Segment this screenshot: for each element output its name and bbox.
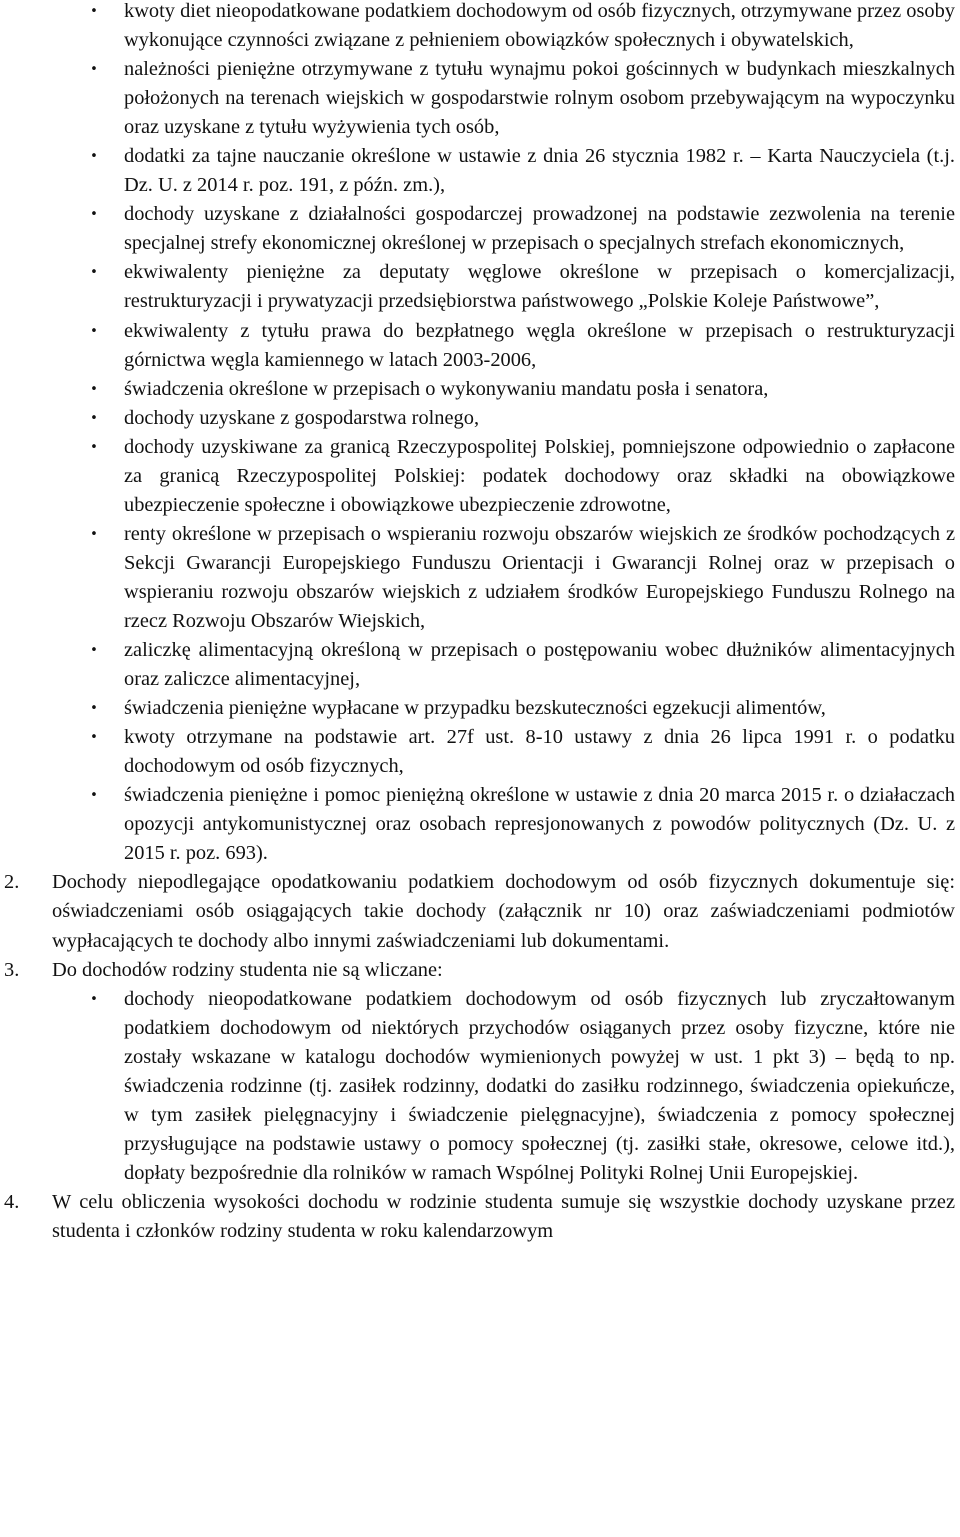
bullet-icon: • — [90, 991, 98, 1007]
bullet-icon: • — [90, 730, 98, 746]
list-item-text: dochody uzyskane z gospodarstwa rolnego, — [124, 406, 480, 429]
list-item-text: kwoty diet nieopodatkowane podatkiem dochodowym od osób fizycznych, otrzymywane przez osoby wykonujące czynności związane z pełnieniem obowiązków społecznych i obywatelskich, — [124, 0, 955, 52]
list-item — [90, 781, 955, 868]
point-text: W celu obliczenia wysokości dochodu w rodzinie studenta sumuje się wszystkie dochody uzyskane przez studenta i członków rodziny studenta w roku kalendarzowym — [52, 1190, 955, 1242]
list-item — [90, 142, 955, 200]
list-item — [90, 200, 955, 258]
list-item-text: należności pieniężne otrzymywane z tytułu wynajmu pokoi gościnnych w budynkach mieszkalnych położonych na terenach wiejskich w gospodarstwie rolnym osobom przebywającym na wypoczynku oraz uzyskane z tytułu wyżywienia tych osób, — [124, 58, 955, 139]
bullet-icon: • — [90, 4, 98, 19]
bullet-icon: • — [90, 265, 98, 281]
list-item — [90, 985, 955, 1188]
bullet-icon: • — [90, 643, 98, 659]
bullet-icon: • — [90, 410, 98, 426]
list-item-text: dodatki za tajne nauczanie określone w ustawie z dnia 26 stycznia 1982 r. – Karta Nauczyciela (t.j. Dz. U. z 2014 r. poz. 191, z późn. zm.), — [124, 145, 955, 197]
bullet-icon: • — [90, 701, 98, 717]
list-item-text: renty określone w przepisach o wspieraniu rozwoju obszarów wiejskich ze środków pochodzących z Sekcji Gwarancji Europejskiego Funduszu Orientacji i Gwarancji Rolnej oraz w przepisach o wspieraniu rozwoju obszarów wiejskich z udziałem środków Europejskiego Funduszu Rolnego na rzecz Rozwoju Obszarów Wiejskich, — [124, 522, 955, 632]
list-item — [90, 404, 955, 433]
point-text: Dochody niepodlegające opodatkowaniu podatkiem dochodowym od osób fizycznych dokumentuje się: oświadczeniami osób osiągających takie dochody (załącznik nr 10) oraz zaświadczeniami podmiotów wypłacających te dochody albo innymi zaświadczeniami lub dokumentami. — [52, 871, 955, 952]
bullet-icon: • — [90, 323, 98, 339]
bullet-icon: • — [90, 526, 98, 542]
list-item-text: ekwiwalenty pieniężne za deputaty węglowe określone w przepisach o komercjalizacji, restrukturyzacji i prywatyzacji przedsiębiorstwa państwowego „Polskie Koleje Państwowe”, — [124, 261, 955, 313]
bullet-icon: • — [90, 207, 98, 223]
point-number: 2. — [4, 871, 20, 894]
list-item — [90, 723, 955, 781]
list-item-text: kwoty otrzymane na podstawie art. 27f ust. 8-10 ustawy z dnia 26 lipca 1991 r. o podatku dochodowym od osób fizycznych, — [124, 726, 955, 778]
list-item — [90, 636, 955, 694]
list-item — [90, 317, 955, 375]
point-number: 3. — [4, 958, 20, 981]
bullet-icon: • — [90, 439, 98, 455]
section-point-4 — [4, 1188, 955, 1246]
list-item — [90, 694, 955, 723]
list-item-text: świadczenia pieniężne wypłacane w przypadku bezskuteczności egzekucji alimentów, — [124, 697, 826, 720]
section-point-2 — [4, 868, 955, 955]
point-text: Do dochodów rodziny studenta nie są wliczane: — [52, 958, 443, 981]
list-item-text: ekwiwalenty z tytułu prawa do bezpłatnego węgla określone w przepisach o restrukturyzacji górnictwa węgla kamiennego w latach 2003-2006, — [124, 319, 955, 371]
list-item — [90, 375, 955, 404]
list-item — [90, 55, 955, 142]
list-item-text: dochody uzyskane z działalności gospodarczej prowadzonej na podstawie zezwolenia na terenie specjalnej strefy ekonomicznej określonej w przepisach o specjalnych strefach ekonomicznych, — [124, 203, 955, 255]
excluded-income-list — [0, 985, 960, 1188]
list-item-text: dochody nieopodatkowane podatkiem dochodowym od osób fizycznych lub zryczałtowanym podatkiem dochodowym od niektórych przychodów osiąganych przez osoby fizyczne, które nie zostały wskazane w katalogu dochodów wymienionych powyżej w ust. 1 pkt 3) – będą to np. świadczenia rodzinne (tj. zasiłek rodzinny, dodatki do zasiłku rodzinnego, świadczenia opiekuńcze, w tym zasiłek pielęgnacyjny i świadczenie pielęgnacyjne), świadczenia z pomocy społecznej przysługujące na podstawie ustawy o pomocy społecznej (tj. zasiłki stałe, okresowe, celowe itd.), dopłaty bezpośrednie dla rolników w ramach Wspólnej Polityki Rolnej Unii Europejskiej. — [124, 987, 955, 1184]
list-item-text: świadczenia określone w przepisach o wykonywaniu mandatu posła i senatora, — [124, 377, 769, 400]
bullet-icon: • — [90, 149, 98, 165]
list-item — [90, 258, 955, 316]
list-item — [90, 433, 955, 520]
list-item-text: świadczenia pieniężne i pomoc pieniężną określone w ustawie z dnia 20 marca 2015 r. o działaczach opozycji antykomunistycznej oraz osobach represjonowanych z powodów politycznych (Dz. U. z 2015 r. poz. 693). — [124, 784, 955, 865]
section-point-3 — [4, 956, 955, 985]
point-number: 4. — [4, 1190, 20, 1213]
bullet-icon: • — [90, 381, 98, 397]
bullet-icon: • — [90, 62, 98, 78]
bullet-icon: • — [90, 788, 98, 804]
list-item — [90, 0, 955, 55]
list-item — [90, 520, 955, 636]
list-item-text: zaliczkę alimentacyjną określoną w przepisach o postępowaniu wobec dłużników alimentacyjnych oraz zaliczce alimentacyjnej, — [124, 639, 955, 691]
list-item-text: dochody uzyskiwane za granicą Rzeczypospolitej Polskiej, pomniejszone odpowiednio o zapłacone za granicą Rzeczypospolitej Polskiej: podatek dochodowy oraz składki na obowiązkowe ubezpieczenie społeczne i obowiązkowe ubezpieczenie zdrowotne, — [124, 435, 955, 516]
